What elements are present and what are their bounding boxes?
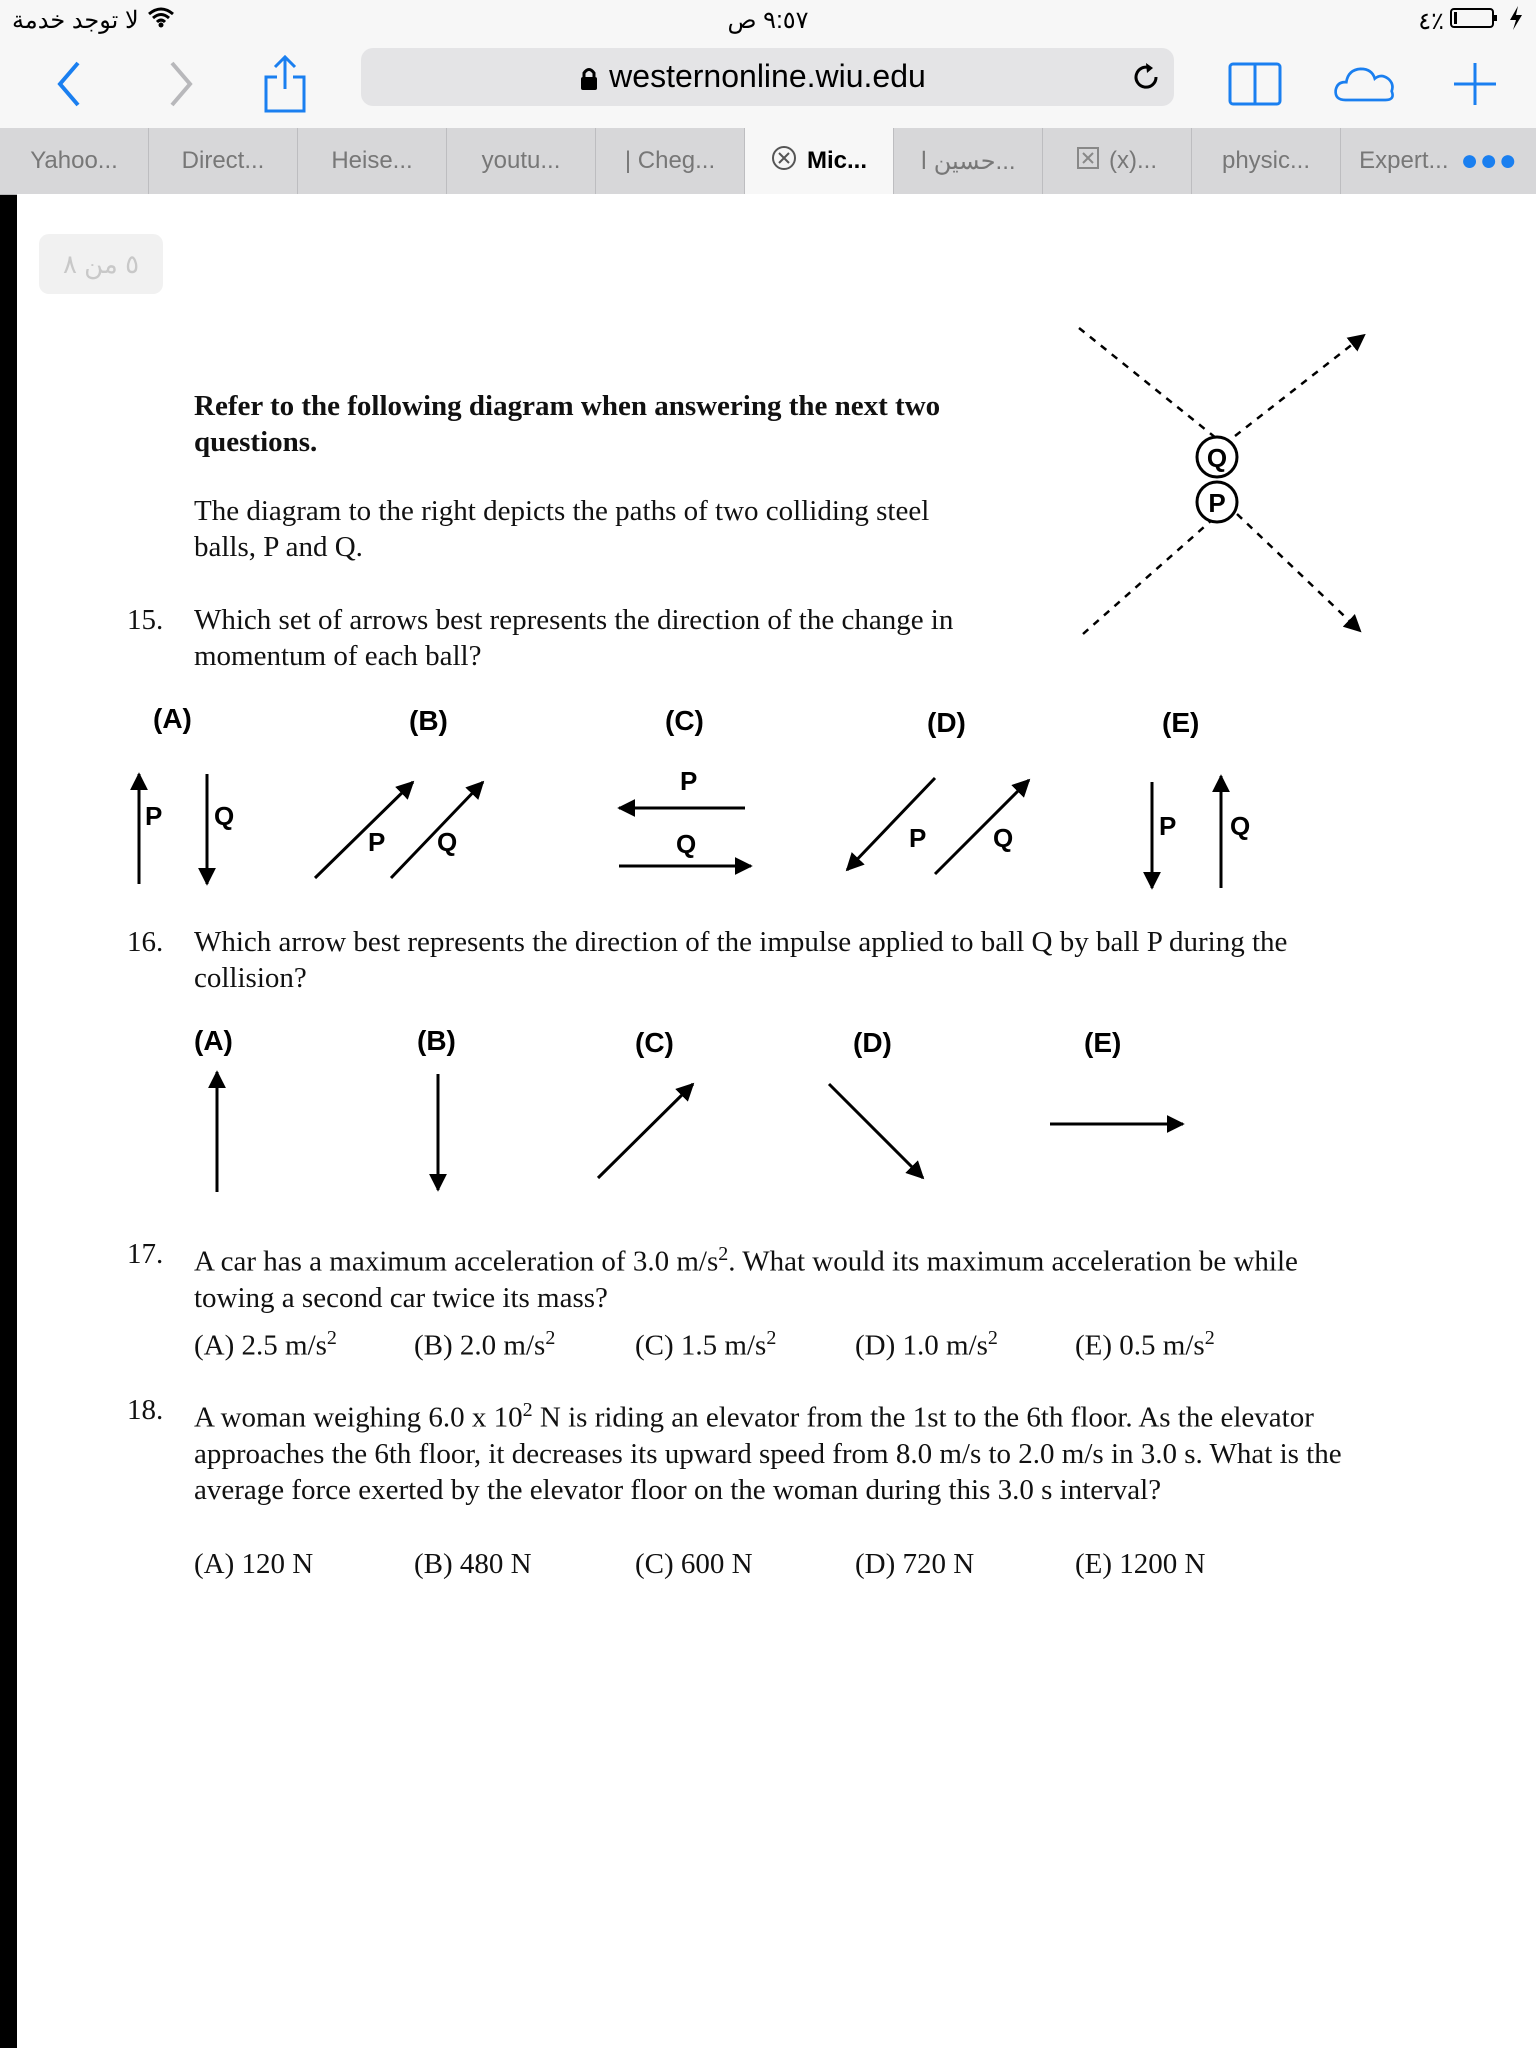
q16-option-d-label: (D) [853,1027,892,1058]
q15-a-label-q: Q [214,801,235,831]
q16-options-diagram [17,1014,1536,1224]
status-time: ٩:٥٧ ص [727,7,809,34]
q17-number: 17. [127,1238,164,1270]
q18-superscript: 2 [522,1399,533,1421]
tab-bar [0,128,1536,195]
tab-label: physic... [1221,147,1311,174]
bookmarks-button[interactable] [1223,52,1287,116]
q15-e-label-q: Q [1230,811,1251,841]
q18-option-e: (E) 1200 N [1075,1548,1206,1580]
carrier-label: لا توجد خدمة [12,7,139,34]
tab-label: Heise... [331,147,413,174]
tab-direct[interactable] [149,128,298,194]
q15-text: Which set of arrows best represents the direction of the change in momentum of each ball? [194,604,954,672]
q17-option-b-sup: 2 [545,1327,556,1349]
tab-label: Direct... [181,147,265,174]
q15-a-label-p: P [145,801,163,831]
intro-text: The diagram to the right depicts the paths of two colliding steel balls, P and Q. [194,495,930,563]
tab-youtube[interactable] [447,128,596,194]
q15-option-c-label: (C) [665,705,704,736]
q17-option-d-sup: 2 [987,1327,998,1349]
cloud-icon [1333,62,1397,106]
q16-option-a-label: (A) [194,1025,233,1056]
q17-option-d-text: (D) 1.0 m/s [855,1329,988,1362]
forward-button[interactable] [148,52,212,116]
q15-d-label-p: P [909,823,927,853]
path-line-q-out [1235,336,1363,436]
q16-number: 16. [127,926,164,958]
q18-option-a: (A) 120 N [194,1548,314,1580]
q15-c-label-q: Q [676,829,697,859]
document-page [17,194,1536,2048]
tab-label: (x)... [1109,147,1157,174]
q18-text-before: A woman weighing 6.0 x 10 [194,1401,523,1434]
q16-d-arrow [829,1084,923,1178]
intro-heading: Refer to the following diagram when answering the next two questions. [194,390,941,458]
status-right [1418,6,1524,37]
tab-x[interactable] [1043,128,1192,194]
q16-option-e-label: (E) [1084,1027,1122,1058]
share-icon [262,55,308,113]
q15-d-label-q: Q [993,823,1014,853]
q16-c-arrow [598,1084,693,1178]
q17-option-c-text: (C) 1.5 m/s [635,1329,767,1362]
battery-percent: ٤٪ [1418,8,1444,35]
new-tab-button[interactable] [1443,52,1507,116]
favicon-icon [1077,147,1099,176]
path-line-q-in [1079,328,1221,442]
q15-b-label-p: P [368,827,386,857]
q18-option-d: (D) 720 N [855,1548,975,1580]
charging-icon [1508,6,1524,37]
q17-option-b [414,1320,555,1364]
q17-option-a-sup: 2 [326,1327,337,1349]
q17-option-d [855,1320,998,1364]
q18-text-after: N is riding an elevator from the 1st to the 6th floor. As the elevator approaches the 6th floor, it decreases its upward speed from 8.0 m/s to 2.0 m/s in 3.0 s. What is the average force exerted by the elevator floor on the woman during this 3.0 s interval? [194,1401,1342,1506]
q17-text [194,1236,1344,1316]
q15-option-d-label: (D) [927,707,966,738]
q15-b-arrow-p [315,782,413,878]
q17-superscript: 2 [718,1243,729,1265]
browser-toolbar [0,40,1536,128]
tab-label: حسين ا... [920,147,1016,175]
page-counter: ٥ من ٨ [39,234,163,294]
url-text: westernonline.wiu.edu [609,58,926,94]
tab-expert[interactable] [1341,128,1536,194]
q18-option-b: (B) 480 N [414,1548,532,1580]
q17-option-e [1075,1320,1215,1364]
q18-text [194,1392,1344,1508]
collision-diagram [1037,304,1377,654]
q15-option-e-label: (E) [1162,707,1200,738]
more-tabs-icon[interactable]: ●●● [1460,144,1518,177]
plus-icon [1452,61,1498,107]
tab-label: Expert... [1359,147,1449,174]
tab-mic-active[interactable] [745,128,894,194]
q16-text: Which arrow best represents the direction of the impulse applied to ball Q by ball P during the collision? [194,926,1288,994]
q15-number: 15. [127,604,164,636]
tab-hussein[interactable] [894,128,1043,194]
chevron-right-icon [160,59,200,109]
tab-label: | Cheg... [624,147,716,174]
q15-option-b-label: (B) [409,705,448,736]
tab-chegg[interactable] [596,128,745,194]
close-tab-icon[interactable] [771,145,797,178]
chevron-left-icon [50,59,90,109]
path-line-p-in [1083,512,1221,634]
q15-c-label-p: P [680,766,698,796]
back-button[interactable] [38,52,102,116]
q17-text-after: . What would its maximum acceleration be while towing a second car twice its mass? [194,1245,1298,1314]
q17-option-c [635,1320,776,1364]
q17-option-e-text: (E) 0.5 m/s [1075,1329,1205,1362]
book-icon [1227,61,1283,107]
tab-heise[interactable] [298,128,447,194]
q15-b-label-q: Q [437,827,458,857]
q18-option-c: (C) 600 N [635,1548,753,1580]
q17-option-b-text: (B) 2.0 m/s [414,1329,546,1362]
path-line-p-out [1237,514,1359,630]
status-bar [0,0,1536,40]
ball-q-label: Q [1206,443,1228,473]
q16-option-c-label: (C) [635,1027,674,1058]
reload-icon[interactable] [1130,61,1162,98]
q17-option-c-sup: 2 [766,1327,777,1349]
battery-icon [1450,7,1502,36]
tab-label: youtu... [481,147,561,174]
q17-option-e-sup: 2 [1204,1327,1215,1349]
q15-e-label-p: P [1159,811,1177,841]
icloud-tabs-button[interactable] [1333,52,1397,116]
share-button[interactable] [253,52,317,116]
q18-number: 18. [127,1394,164,1426]
q15-options-diagram [17,694,1536,914]
q16-option-b-label: (B) [417,1025,456,1056]
address-bar[interactable] [361,48,1174,106]
q17-option-a [194,1320,337,1364]
ball-p-label: P [1208,488,1226,518]
tab-label: Mic... [806,147,867,174]
q15-d-arrow-q [935,780,1029,874]
q17-option-a-text: (A) 2.5 m/s [194,1329,327,1362]
tab-label: Yahoo... [30,147,118,174]
q17-text-before: A car has a maximum acceleration of 3.0 m/s [194,1245,719,1278]
tab-yahoo[interactable] [0,128,149,194]
tab-physics[interactable] [1192,128,1341,194]
q15-option-a-label: (A) [153,703,192,734]
